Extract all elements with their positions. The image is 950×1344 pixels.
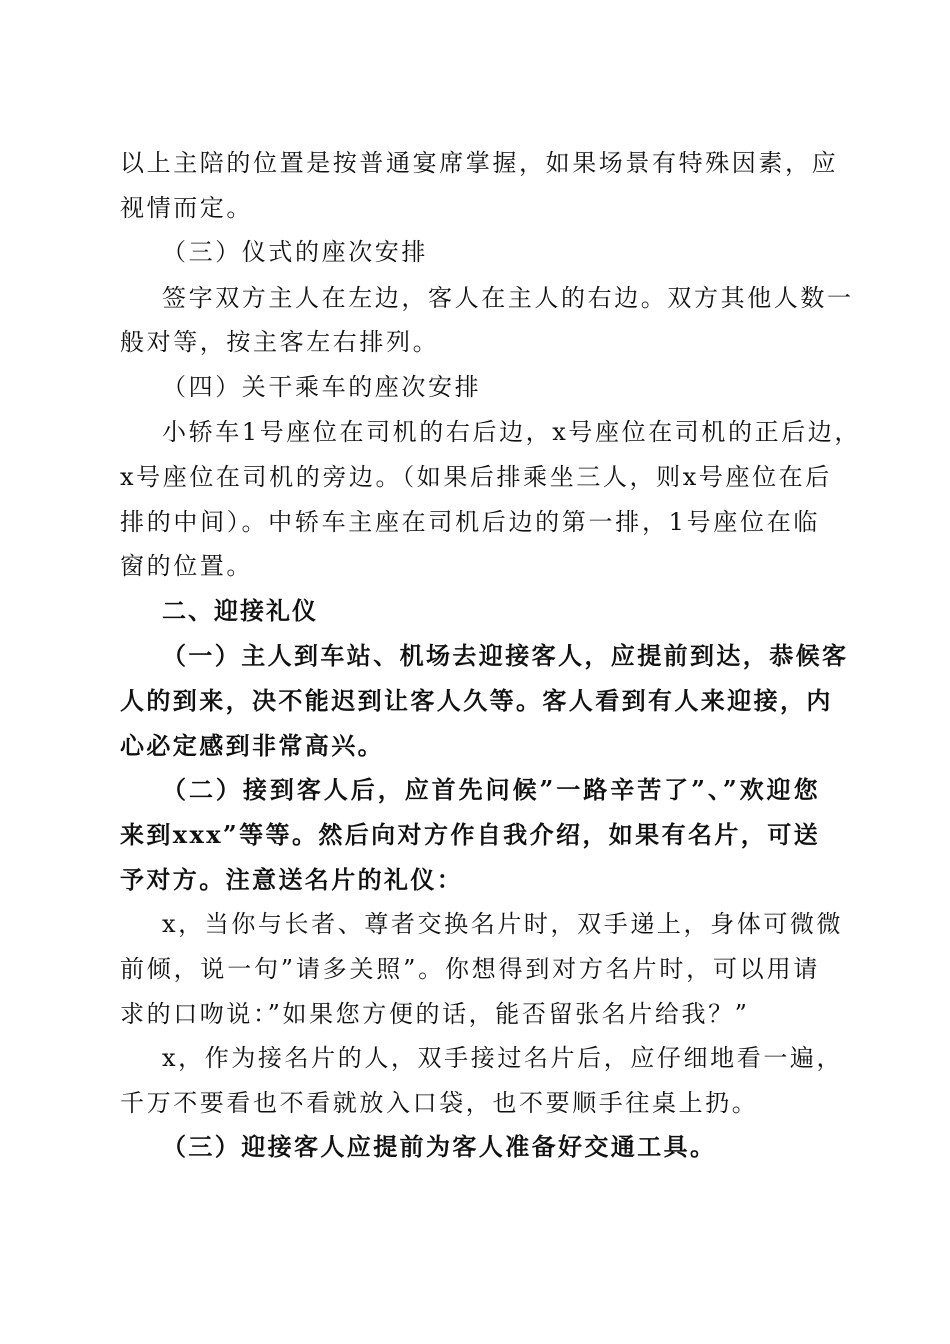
paragraph-line: 千万不要看也不看就放入口袋，也不要顺手往桌上扔。 [120, 1089, 759, 1117]
paragraph-line: （一）主人到车站、机场去迎接客人，应提前到达，恭候客 [162, 641, 849, 670]
paragraph-line: （三）迎接客人应提前为客人准备好交通工具。 [162, 1132, 717, 1161]
paragraph-line: 签字双方主人在左边，客人在主人的右边。双方其他人数一 [162, 284, 854, 312]
paragraph-line: x，当你与长者、尊者交换名片时，双手递上，身体可微微 [162, 910, 844, 938]
paragraph-line: 前倾，说一句”请多关照”。你想得到对方名片时，可以用请 [120, 955, 820, 983]
paragraph-line: 来到xxx”等等。然后向对方作自我介绍，如果有名片，可送 [120, 820, 820, 849]
paragraph-line: （二）接到客人后，应首先问候”一路辛苦了”、”欢迎您 [162, 775, 820, 804]
paragraph-line: 求的口吻说：”如果您方便的话，能否留张名片给我？” [120, 1000, 750, 1028]
paragraph-line: 窗的位置。 [120, 552, 253, 580]
paragraph-line: 般对等，按主客左右排列。 [120, 328, 440, 356]
section-heading: （三）仪式的座次安排 [162, 238, 428, 266]
paragraph-line: 以上主陪的位置是按普通宴席掌握，如果场景有特殊因素，应 [120, 149, 839, 177]
chapter-heading: 二、迎接礼仪 [162, 597, 318, 625]
paragraph-line: 小轿车1号座位在司机的右后边，x号座位在司机的正后边， [162, 418, 862, 446]
paragraph-line: x号座位在司机的旁边。（如果后排乘坐三人，则x号座位在后 [120, 463, 832, 491]
section-heading: （四）关干乘车的座次安排 [162, 373, 482, 401]
paragraph-line: 予对方。注意送名片的礼仪： [120, 865, 464, 894]
paragraph-line: 人的到来，决不能迟到让客人久等。客人看到有人来迎接，内 [120, 686, 833, 715]
paragraph-line: 视情而定。 [120, 194, 253, 222]
paragraph-line: x，作为接名片的人，双手接过名片后，应仔细地看一遍， [162, 1044, 844, 1072]
paragraph-line: 排的中间）。中轿车主座在司机后边的第一排，1号座位在临 [120, 508, 820, 536]
paragraph-line: 心必定感到非常高兴。 [120, 731, 384, 760]
